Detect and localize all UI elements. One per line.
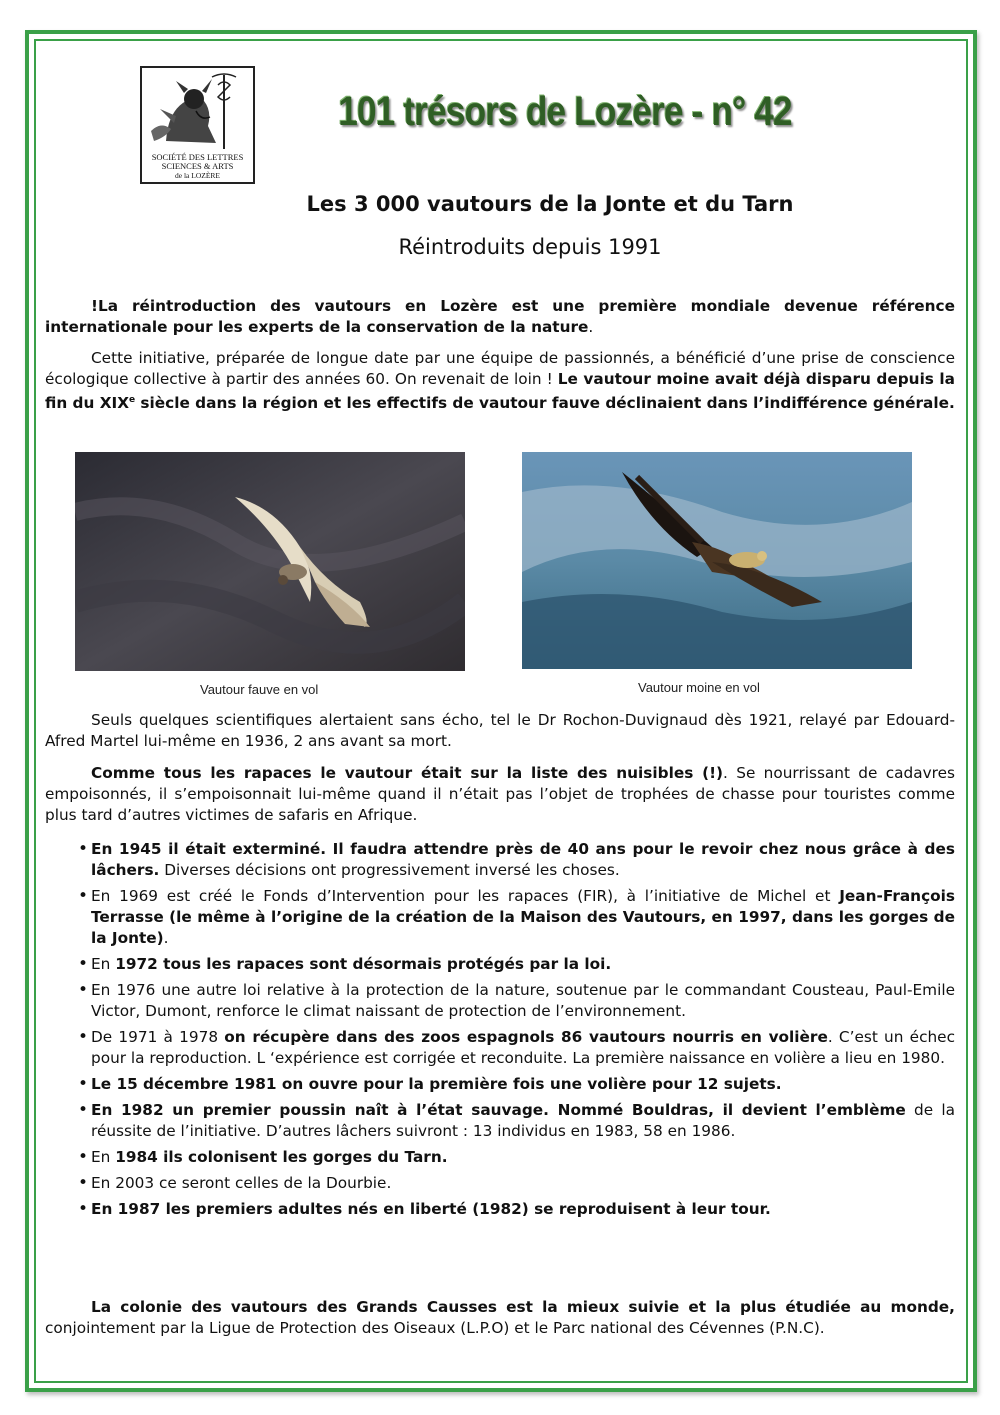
timeline-item-1984: • En 1984 ils colonisent les gorges du Tarn.	[78, 1147, 448, 1167]
intro-paragraph-1	[45, 296, 955, 338]
page-title: 101 trésors de Lozère - n° 42	[338, 88, 792, 134]
body-p4-bold: Comme tous les rapaces le vautour était sur la liste des nuisibles (!)	[91, 764, 724, 782]
timeline-item-1981: • Le 15 décembre 1981 on ouvre pour la première fois une volière pour 12 sujets.	[78, 1074, 782, 1094]
article-subtitle: Réintroduits depuis 1991	[398, 235, 662, 259]
intro-p2-bold-a: Le vautour moine avait déjà disparu depuis la fin du XIX	[45, 370, 955, 413]
b1-normal: Diverses décisions ont progressivement inversé les choses.	[159, 861, 620, 879]
b7-normal: de la réussite de l’initiative. D’autres lâchers suivront : 13 individus en 1983, 58 en 1986.	[91, 1101, 955, 1140]
b1-bold: En 1945 il était exterminé. Il faudra attendre près de 40 ans pour le revoir chez nous grâce à des lâchers.	[91, 840, 955, 879]
timeline-item-1971-1978: • De 1971 à 1978 on récupère dans des zoos espagnols 86 vautours nourris en volière. C’est un échec pour la reproduction. L ‘expérience est corrigée et reconduite. La première naissance en volière a lieu en 1980.	[78, 1027, 955, 1067]
timeline-item-1972: • En 1972 tous les rapaces sont désormais protégés par la loi.	[78, 954, 612, 974]
b3-normal: En	[91, 955, 116, 973]
b5-normal: De 1971 à 1978	[91, 1028, 225, 1046]
b2-normal: En 1969 est créé le Fonds d’Intervention pour les rapaces (FIR), à l’initiative de Michel et	[91, 887, 840, 905]
b2-bold: Jean-François Terrasse (le même à l’origine de la création de la Maison des Vautours, en 1997, dans les gorges de la Jonte)	[91, 887, 955, 947]
b3-bold: 1972 tous les rapaces sont désormais protégés par la loi.	[115, 955, 612, 973]
b8-normal: En	[91, 1148, 116, 1166]
monk-vulture-caption: Vautour moine en vol	[638, 680, 760, 695]
logo-text-line-3: de la LOZÈRE	[175, 171, 220, 180]
intro-p2-normal: Cette initiative, préparée de longue date par une équipe de passionnés, a bénéficié d’une prise de conscience écologique collective à partir des années 60. On revenait de loin !	[45, 349, 955, 388]
body-paragraph-pests	[45, 763, 955, 826]
closing-paragraph	[45, 1297, 955, 1339]
logo-text-line-1: SOCIÉTÉ DES LETTRES	[151, 152, 244, 162]
timeline-item-2003: • En 2003 ce seront celles de la Dourbie.	[78, 1173, 392, 1193]
b6-bold: Le 15 décembre 1981 on ouvre pour la première fois une volière pour 12 sujets.	[91, 1075, 782, 1093]
griffon-vulture-caption: Vautour fauve en vol	[200, 682, 319, 697]
body-paragraph-history	[45, 710, 955, 752]
intro-p1-end: .	[588, 318, 594, 336]
b8-bold: 1984 ils colonisent les gorges du Tarn.	[115, 1148, 448, 1166]
article-title: Les 3 000 vautours de la Jonte et du Tarn	[306, 192, 794, 216]
b2-end: .	[163, 929, 169, 947]
b5-bold: on récupère dans des zoos espagnols 86 vautours nourris en volière	[224, 1028, 828, 1046]
timeline-list	[45, 839, 955, 1225]
timeline-item-1945: • En 1945 il était exterminé. Il faudra attendre près de 40 ans pour le revoir chez nous grâce à des lâchers. Diverses décisions ont progressivement inversé les choses.	[78, 839, 955, 879]
b10-bold: En 1987 les premiers adultes nés en liberté (1982) se reproduisent à leur tour.	[91, 1200, 771, 1218]
b9-text: En 2003 ce seront celles de la Dourbie.	[91, 1174, 392, 1192]
intro-paragraph-2	[45, 348, 955, 414]
logo-text-line-2: SCIENCES & ARTS	[161, 161, 234, 171]
body-p4-normal: . Se nourrissant de cadavres empoisonnés, il s’empoisonnait lui-même quand il n’était pas l’objet de trophées de chasse pour touristes comme plus tard d’autres victimes de safaris en Afrique.	[45, 764, 955, 824]
timeline-item-1969: • En 1969 est créé le Fonds d’Intervention pour les rapaces (FIR), à l’initiative de Michel et Jean-François Terrasse (le même à l’origine de la création de la Maison des Vautours, en 1997, dans les gorges de la Jonte).	[78, 886, 955, 947]
intro-p2-sup: e	[129, 395, 136, 405]
timeline-item-1987: • En 1987 les premiers adultes nés en liberté (1982) se reproduisent à leur tour.	[78, 1199, 771, 1219]
hermes-engraving-icon	[146, 71, 250, 151]
intro-p1-bold: !La réintroduction des vautours en Lozère est une première mondiale devenue référence internationale pour les experts de la conservation de la nature	[45, 297, 955, 336]
society-logo	[140, 66, 255, 184]
b4-text: En 1976 une autre loi relative à la protection de la nature, soutenue par le commandant Cousteau, Paul-Emile Victor, Dumont, renforce le climat naissant de protection de l’environnement.	[91, 981, 955, 1020]
b5-end: . C’est un échec pour la reproduction. L ‘expérience est corrigée et reconduite. La première naissance en volière a lieu en 1980.	[91, 1028, 955, 1067]
body-p3-text: Seuls quelques scientifiques alertaient sans écho, tel le Dr Rochon-Duvignaud dès 1921, relayé par Edouard-Afred Martel lui-même en 1936, 2 ans avant sa mort.	[45, 711, 955, 750]
monk-vulture-photo	[522, 452, 912, 669]
closing-normal: conjointement par la Ligue de Protection des Oiseaux (L.P.O) et le Parc national des Cévennes (P.N.C).	[45, 1319, 825, 1337]
timeline-item-1982: • En 1982 un premier poussin naît à l’état sauvage. Nommé Bouldras, il devient l’emblème de la réussite de l’initiative. D’autres lâchers suivront : 13 individus en 1983, 58 en 1986.	[78, 1100, 955, 1140]
b7-bold: En 1982 un premier poussin naît à l’état sauvage. Nommé Bouldras, il devient l’emblème	[91, 1101, 906, 1119]
griffon-vulture-photo	[75, 452, 465, 671]
intro-p2-bold-b: siècle dans la région et les effectifs de vautour fauve déclinaient dans l’indifférence générale.	[135, 394, 955, 413]
timeline-item-1976: • En 1976 une autre loi relative à la protection de la nature, soutenue par le commandant Cousteau, Paul-Emile Victor, Dumont, renforce le climat naissant de protection de l’environnement.	[78, 980, 955, 1020]
closing-bold: La colonie des vautours des Grands Causses est la mieux suivie et la plus étudiée au monde,	[91, 1298, 955, 1316]
